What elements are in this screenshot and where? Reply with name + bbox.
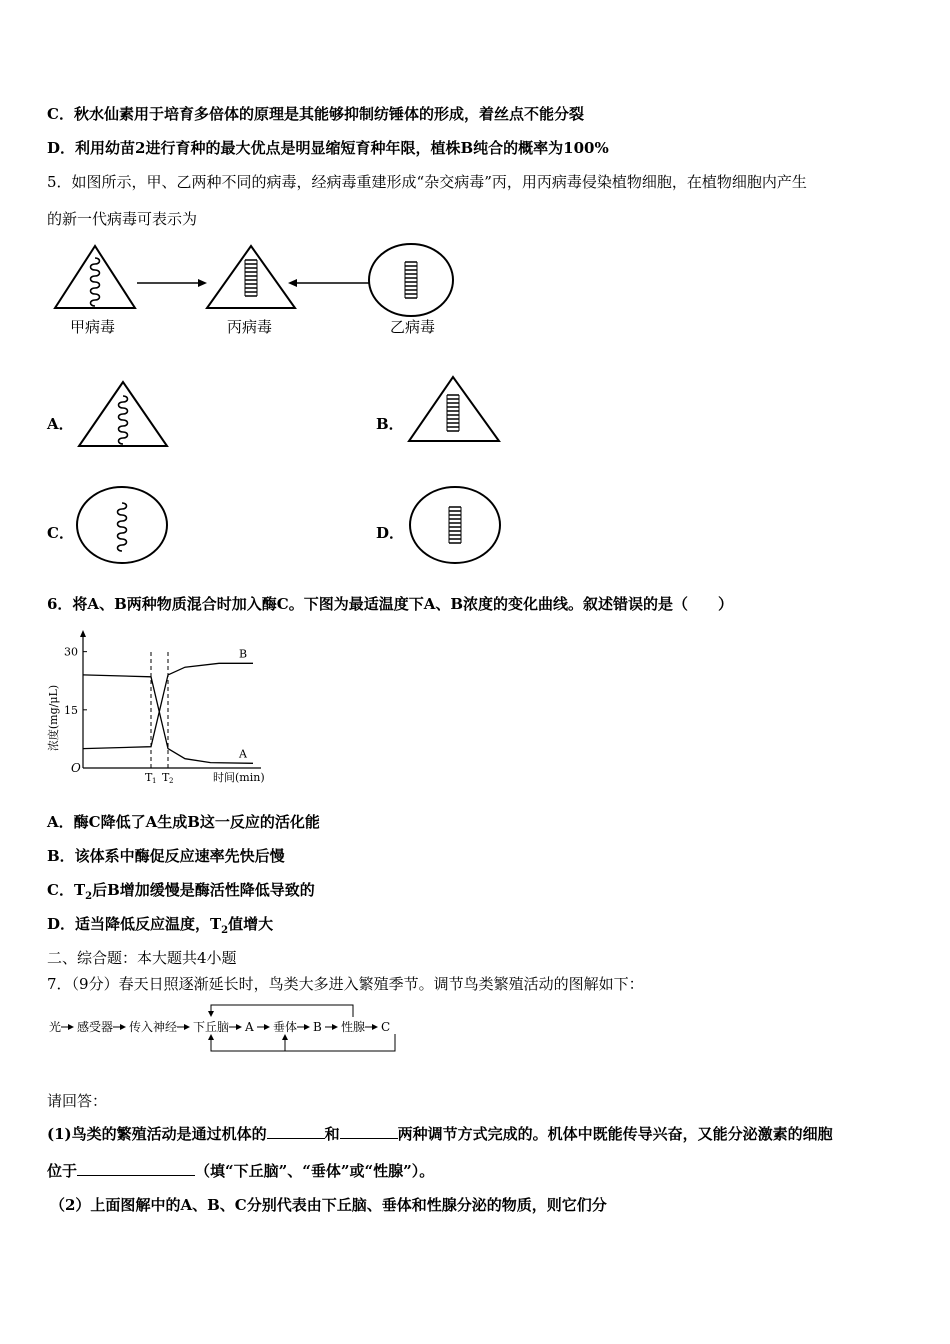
flow-node-0: 光 [49, 1020, 62, 1034]
q6-option-a: A．酶C降低了A生成B这一反应的活化能 [47, 813, 320, 831]
feedback-top-line [211, 1005, 353, 1017]
flow-node-5: 垂体 [273, 1020, 298, 1034]
q5-option-d-label: D． [376, 524, 405, 542]
bing-label: 丙病毒 [227, 318, 273, 336]
option-b-figure [405, 373, 505, 445]
flow-node-7: 性腺 [341, 1020, 366, 1034]
regulation-flow-diagram [45, 1001, 391, 1055]
q7-p1-d: 位于 [47, 1162, 78, 1180]
y-axis-arrow [80, 630, 86, 637]
jia-virus-icon [55, 246, 135, 308]
q5-stem-line1: 5．如图所示，甲、乙两种不同的病毒，经病毒重建形成“杂交病毒”丙，用丙病毒侵染植物细胞，在植物细胞内产生 [47, 173, 807, 191]
flow-arrowhead-4 [264, 1024, 270, 1030]
q6-option-b: B．该体系中酶促反应速率先快后慢 [47, 847, 285, 865]
flow-arrowhead-6 [332, 1024, 338, 1030]
flow-node-1: 感受器 [77, 1020, 114, 1034]
arrow-head-right [198, 279, 207, 287]
marker-sub-T2: 2 [169, 777, 174, 785]
feedback-bottom-arrow-pit [282, 1034, 288, 1040]
section-2-heading: 二、综合题：本大题共4小题 [47, 949, 237, 967]
concentration-chart [45, 628, 270, 783]
q6-option-c [47, 879, 315, 902]
yi-label: 乙病毒 [390, 318, 436, 336]
feedback-top-arrow [208, 1011, 214, 1017]
q7-p1-e: （填“下丘脑”、“垂体”或“性腺”）。 [195, 1162, 435, 1180]
q7-ask: 请回答： [47, 1092, 108, 1110]
option-d-figure [405, 485, 505, 565]
flow-arrowhead-2 [184, 1024, 190, 1030]
q7-p1-c: 两种调节方式完成的。机体中既能传导兴奋，又能分泌激素的细胞 [397, 1125, 833, 1143]
q6-option-d-sub: 2 [221, 925, 229, 936]
series-B-label: B [239, 647, 248, 661]
option-a-figure [75, 378, 175, 450]
flow-node-4: A [245, 1020, 254, 1034]
feedback-bottom-arrow-hyp [208, 1034, 214, 1040]
q7-part1-line1 [47, 1123, 833, 1144]
arrow-head-left [288, 279, 297, 287]
answer-blank-3[interactable] [77, 1161, 195, 1176]
flow-arrowhead-5 [304, 1024, 310, 1030]
q4-option-c: C．秋水仙素用于培育多倍体的原理是其能够抑制纺锤体的形成，着丝点不能分裂 [47, 105, 584, 123]
flow-arrowhead-0 [68, 1024, 74, 1030]
flow-node-2: 传入神经 [129, 1020, 178, 1034]
yi-virus-icon [369, 244, 453, 316]
q4-option-d: D．利用幼苗2进行育种的最大优点是明显缩短育种年限，植株B纯合的概率为100% [47, 139, 609, 157]
flow-arrowhead-1 [120, 1024, 126, 1030]
flow-node-6: B [313, 1020, 322, 1034]
series-A-label: A [239, 747, 247, 761]
q5-stem-line2: 的新一代病毒可表示为 [47, 210, 198, 228]
q6-stem [47, 593, 733, 614]
q7-part2: （2）上面图解中的A、B、C分别代表由下丘脑、垂体和性腺分泌的物质，则它们分 [50, 1196, 607, 1214]
q6-option-c-post: 后B增加缓慢是酶活性降低导致的 [92, 881, 315, 899]
option-c-figure [75, 485, 175, 565]
origin-label: O [71, 761, 81, 775]
q5-option-b-label: B． [376, 415, 404, 433]
flow-node-3: 下丘脑 [193, 1020, 230, 1034]
q5-option-c-label: C． [47, 524, 74, 542]
q6-option-d-post: 值增大 [228, 915, 274, 933]
flow-node-8: C [381, 1020, 391, 1034]
bing-virus-icon [207, 246, 295, 308]
answer-blank-2[interactable] [340, 1124, 398, 1139]
y-tick-label: 15 [64, 703, 78, 717]
q7-part1-line2 [47, 1160, 434, 1181]
answer-blank-1[interactable] [267, 1124, 325, 1139]
q7-p1-a: (1)鸟类的繁殖活动是通过机体的 [47, 1125, 267, 1143]
oval-capsid-icon [410, 487, 500, 563]
q6-option-d-pre: D．适当降低反应温度，T [47, 915, 222, 933]
q5-option-a-label: A． [47, 415, 74, 433]
virus-reconstruction-figure [45, 240, 465, 345]
x-axis-label: 时间(min) [213, 771, 265, 784]
marker-label-T2: T [162, 771, 170, 784]
marker-sub-T1: 1 [152, 777, 157, 785]
q6-option-c-pre: C．T [47, 881, 86, 899]
q6-option-d [47, 913, 273, 936]
marker-label-T1: T [145, 771, 153, 784]
flow-arrowhead-7 [372, 1024, 378, 1030]
y-tick-label: 30 [64, 645, 78, 659]
jia-label: 甲病毒 [70, 318, 116, 336]
y-axis-label: 浓度(mg/μL) [47, 684, 60, 752]
q6-option-c-sub: 2 [85, 891, 93, 902]
q7-stem: 7．（9分）春天日照逐渐延长时，鸟类大多进入繁殖季节。调节鸟类繁殖活动的图解如下： [47, 975, 644, 993]
feedback-bottom-line [211, 1034, 395, 1051]
q6-stem-text: 6．将A、B两种物质混合时加入酶C。下图为最适温度下A、B浓度的变化曲线。叙述错误的是（ ） [47, 595, 734, 613]
flow-arrowhead-3 [236, 1024, 242, 1030]
q7-p1-b: 和 [324, 1125, 340, 1143]
